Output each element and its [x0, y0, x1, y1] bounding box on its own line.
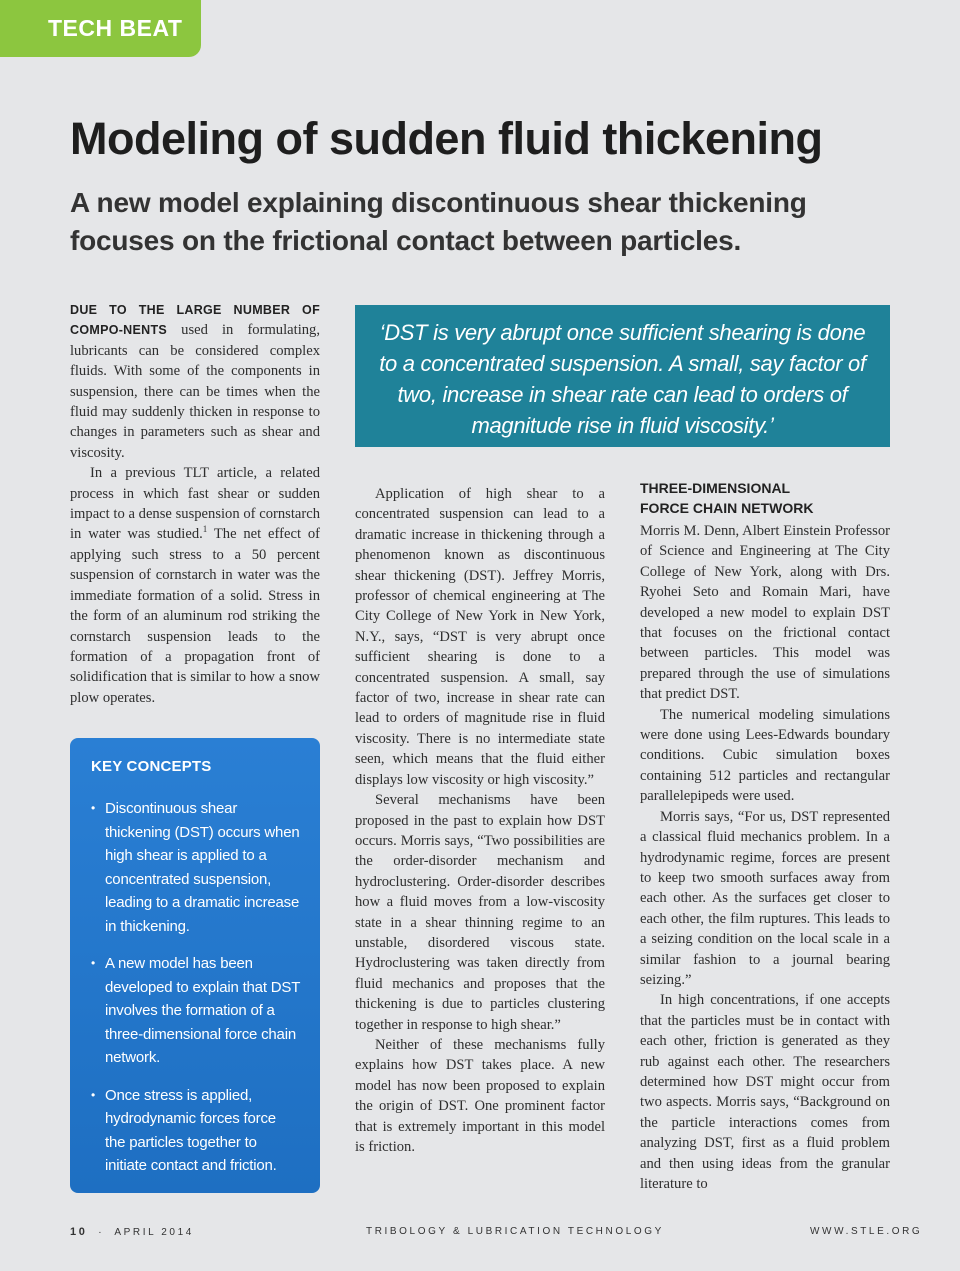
key-concept-item: • Once stress is applied, hydrodynamic forces force the particles together to initiate contact and friction. — [91, 1084, 300, 1178]
body-paragraph: Morris M. Denn, Albert Einstein Professor of Science and Engineering at The City College of New York, along with Drs. Ryohei Seto and Romain Mari, have developed a new model to explain DST that focuses on the frictional contact between particles. This model was prepared through the use of simulations that predict DST. — [640, 523, 890, 703]
body-paragraph: The numerical modeling simulations were done using Lees-Edwards boundary conditions. Cubic simulation boxes containing 512 particles and rectangular parallelepipeds were used. — [640, 706, 890, 805]
key-concepts-heading: KEY CONCEPTS — [91, 758, 212, 775]
intro-paragraph: DUE TO THE LARGE NUMBER OF COMPO-NENTS used in formulating, lubricants can be considered complex fluids. With some of the components in suspension, there can be times when the fluid may suddenly thicken in response to changes in parameters such as shear and viscosity. — [70, 303, 320, 461]
article-subtitle: A new model explaining discontinuous shear thickening focuses on the frictional contact between particles. — [70, 187, 807, 256]
article-title: Modeling of sudden fluid thickening — [70, 113, 823, 164]
body-paragraph: In high concentrations, if one accepts that the particles must be in contact with each other, friction is generated as they rub against each other. The researchers determined how DST might occur from two aspects. Morris says, “Background on the particle interactions comes from analyzing DST, first as a fluid problem and then using ideas from the granular literature to — [640, 992, 890, 1192]
publication-name: TRIBOLOGY & LUBRICATION TECHNOLOGY — [366, 1226, 664, 1237]
key-concept-item: • Discontinuous shear thickening (DST) occurs when high shear is applied to a concentrated suspension, leading to a dramatic increase in thickening. — [91, 797, 300, 938]
section-tag: TECH BEAT — [0, 0, 201, 57]
footnote-ref: 1 — [202, 524, 208, 535]
pull-quote: ‘DST is very abrupt once sufficient shearing is done to a concentrated suspension. A small, say factor of two, increase in shear rate can lead to orders of magnitude rise in fluid viscosity.’ — [355, 305, 890, 447]
body-paragraph: Neither of these mechanisms fully explains how DST takes place. A new model has now been proposed to explain the origin of DST. One prominent factor that is extremely important in this model is friction. — [355, 1036, 605, 1155]
section-heading: THREE-DIMENSIONAL FORCE CHAIN NETWORK — [640, 480, 814, 516]
footer-separator: · — [98, 1227, 105, 1238]
column-2 — [355, 484, 605, 1157]
body-paragraph: Several mechanisms have been proposed in the past to explain how DST occurs. Morris says, “Two possibilities are the order-disorder mechanism and hydroclustering. Order-disorder describes how a fluid moves from a low-viscosity state in a shear thinning regime to an unstable, disordered viscous state. Hydroclustering was taken directly from fluid mechanics and proposes that the thickening is due to particles clustering together in response to high shear.” — [355, 792, 605, 1033]
page-number: 10 — [70, 1226, 88, 1238]
key-concept-item: • A new model has been developed to explain that DST involves the formation of a three-dimensional force chain network. — [91, 952, 300, 1070]
footer-left — [70, 1226, 194, 1238]
key-concepts-list — [91, 797, 300, 1178]
body-paragraph: Application of high shear to a concentrated suspension can lead to a dramatic increase in thickening through a phenomenon known as discontinuous shear thickening (DST). Jeffrey Morris, professor of chemical engineering at The City College of New York in New York, N.Y., says, “DST is very abrupt once sufficient shearing is done to a concentrated suspension. A small, say factor of two, increase in shear rate can lead to orders of magnitude rise in fluid viscosity. There is no intermediate state seen, which means that the fluid either displays low viscosity or high viscosity.” — [355, 486, 605, 788]
body-paragraph: Morris says, “For us, DST represented a classical fluid mechanics problem. In a hydrodynamic regime, forces are present to keep two smooth surfaces away from each other. As the surfaces get closer to each other, the film ruptures. This leads to a seizing condition on the local scale in a similar fashion to a journal bearing seizing.” — [640, 808, 890, 988]
body-paragraph: In a previous TLT article, a related process in which fast shear or sudden impact to a dense suspension of cornstarch in water was studied.$^1$ The net effect of applying such stress to a 50 percent suspension of cornstarch in water was the immediate formation of a solid. Stress in the form of an aluminum rod striking the cornstarch suspension leads to the formation of a propagation front of solidification that is similar to how a snow plow operates. — [70, 465, 320, 706]
column-3 — [640, 478, 890, 1194]
website-link[interactable]: WWW.STLE.ORG — [810, 1226, 923, 1237]
lead-in: DUE TO THE LARGE NUMBER OF COMPO-NENTS — [70, 303, 320, 338]
key-concepts-box — [70, 738, 320, 1193]
issue-date: APRIL 2014 — [114, 1227, 194, 1238]
column-1 — [70, 300, 320, 708]
